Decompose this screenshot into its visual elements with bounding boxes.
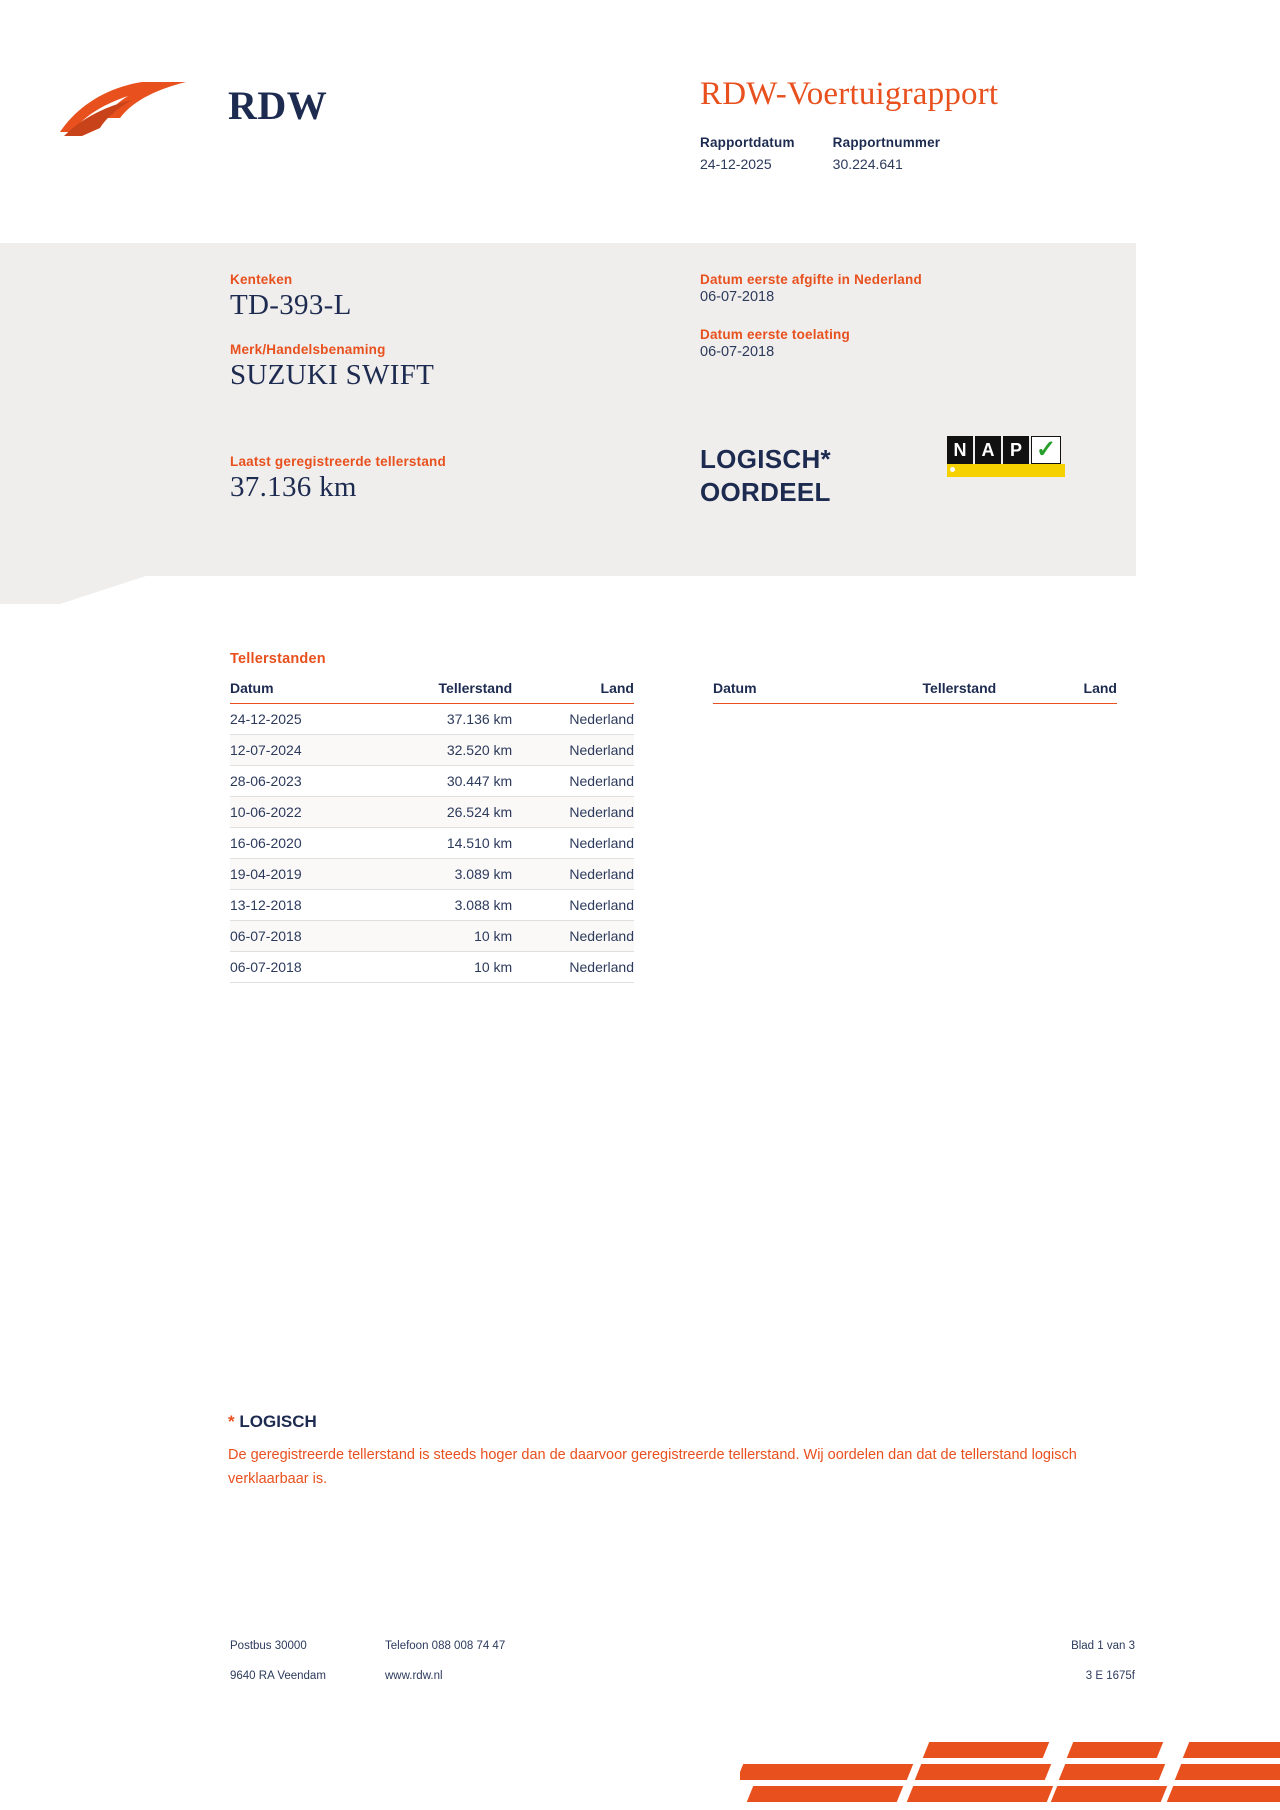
report-meta [700, 135, 978, 172]
cell-odometer: 26.524 km [375, 797, 522, 828]
footer-po-box: Postbus 30000 [230, 1640, 307, 1652]
report-number-label: Rapportnummer [832, 135, 941, 150]
report-number [833, 135, 941, 172]
cell-date: 06-07-2018 [230, 952, 375, 983]
report-number-value: 30.224.641 [832, 156, 903, 172]
nap-letter-a: A [975, 436, 1001, 464]
table-row [230, 766, 634, 797]
first-admission-label: Datum eerste toelating [700, 327, 850, 342]
nap-letter-p: P [1003, 436, 1029, 464]
odometer-table-right [713, 680, 1117, 704]
page-title: RDW-Voertuigrapport [700, 76, 999, 112]
verdict-text [700, 443, 831, 508]
plate-label: Kenteken [230, 272, 293, 287]
nap-logo-icon [947, 436, 1065, 478]
table-row [230, 859, 634, 890]
cell-date: 10-06-2022 [230, 797, 375, 828]
column-header-date: Datum [713, 680, 859, 704]
cell-country: Nederland [522, 766, 634, 797]
footer-form-code: 3 E 1675f [1085, 1670, 1135, 1682]
cell-country: Nederland [522, 704, 634, 735]
vehicle-dates-block [700, 272, 1120, 382]
rdw-logo-icon [58, 78, 188, 140]
table-row [230, 828, 634, 859]
column-header-odometer: Tellerstand [859, 680, 1006, 704]
note-title [228, 1412, 1148, 1432]
plate-value: TD-393-L [230, 289, 352, 321]
cell-odometer: 3.088 km [375, 890, 522, 921]
cell-country: Nederland [522, 952, 634, 983]
column-header-country: Land [1006, 680, 1117, 704]
table-row [230, 890, 634, 921]
first-admission-value: 06-07-2018 [700, 344, 775, 360]
cell-odometer: 10 km [375, 952, 522, 983]
last-odometer-label: Laatst geregistreerde tellerstand [230, 454, 446, 469]
table-header-row [713, 680, 1117, 704]
make-value: SUZUKI SWIFT [230, 359, 435, 391]
footer-address [230, 1640, 326, 1682]
first-issue-nl-label: Datum eerste afgifte in Nederland [700, 272, 922, 287]
cell-date: 24-12-2025 [230, 704, 375, 735]
cell-date: 28-06-2023 [230, 766, 375, 797]
table-row [230, 952, 634, 983]
report-date [700, 135, 795, 172]
odometer-table-left-body [230, 704, 634, 983]
footer-phone: Telefoon 088 008 74 47 [385, 1640, 506, 1652]
cell-date: 12-07-2024 [230, 735, 375, 766]
cell-date: 13-12-2018 [230, 890, 375, 921]
logo-wordmark: RDW [228, 83, 328, 128]
cell-country: Nederland [522, 828, 634, 859]
footer-contact [385, 1640, 505, 1682]
first-issue-nl-value: 06-07-2018 [700, 289, 775, 305]
table-row [230, 735, 634, 766]
last-odometer-value: 37.136 km [230, 471, 357, 503]
note-star: * [228, 1412, 235, 1431]
cell-date: 19-04-2019 [230, 859, 375, 890]
cell-country: Nederland [522, 890, 634, 921]
note-title-text: LOGISCH [239, 1412, 317, 1431]
cell-odometer: 14.510 km [375, 828, 522, 859]
document-header [0, 40, 1280, 200]
nap-bar-dot [950, 467, 955, 472]
cell-odometer: 32.520 km [375, 735, 522, 766]
footer-stripes-decoration [740, 1742, 1280, 1810]
odometer-table-left [230, 680, 634, 983]
cell-odometer: 30.447 km [375, 766, 522, 797]
report-date-value: 24-12-2025 [700, 156, 772, 172]
cell-country: Nederland [522, 921, 634, 952]
cell-odometer: 3.089 km [375, 859, 522, 890]
footer-city: 9640 RA Veendam [230, 1670, 326, 1682]
note-body: De geregistreerde tellerstand is steeds hoger dan de daarvoor geregistreerde tellerstand. Wij oordelen dan dat de tellerstand logisch verklaarbaar is. [228, 1447, 1077, 1487]
logisch-note [228, 1412, 1148, 1492]
table-row [230, 704, 634, 735]
nap-yellow-bar [947, 464, 1065, 477]
cell-odometer: 37.136 km [375, 704, 522, 735]
odometer-section-title: Tellerstanden [230, 651, 326, 667]
footer-website[interactable]: www.rdw.nl [385, 1670, 443, 1682]
table-row [230, 797, 634, 828]
column-header-odometer: Tellerstand [375, 680, 522, 704]
report-date-label: Rapportdatum [700, 135, 795, 150]
cell-date: 06-07-2018 [230, 921, 375, 952]
cell-country: Nederland [522, 859, 634, 890]
verdict-line-2: OORDEEL [700, 476, 831, 507]
nap-letter-n: N [947, 436, 973, 464]
table-row [230, 921, 634, 952]
footer-page-number: Blad 1 van 3 [1071, 1640, 1135, 1652]
column-header-country: Land [522, 680, 634, 704]
make-label: Merk/Handelsbenaming [230, 342, 386, 357]
cell-date: 16-06-2020 [230, 828, 375, 859]
cell-odometer: 10 km [375, 921, 522, 952]
cell-country: Nederland [522, 797, 634, 828]
column-header-date: Datum [230, 680, 375, 704]
nap-check-icon: ✓ [1031, 436, 1061, 464]
vehicle-identity-block [230, 272, 650, 524]
table-header-row [230, 680, 634, 704]
footer-page-info [1055, 1640, 1135, 1682]
cell-country: Nederland [522, 735, 634, 766]
band-notch-decoration [0, 576, 146, 604]
verdict-line-1: LOGISCH* [700, 444, 831, 474]
